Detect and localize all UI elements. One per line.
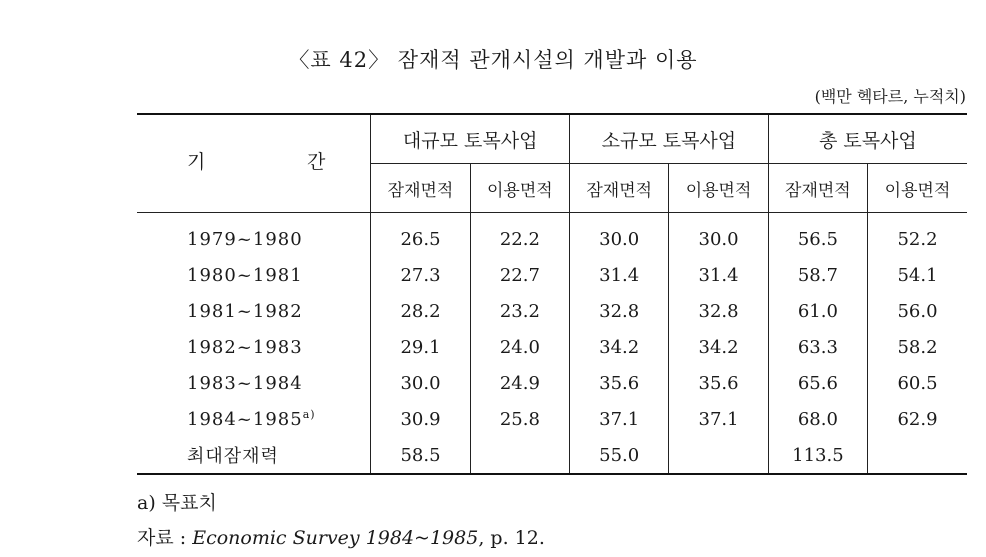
- value-cell: 34.2: [669, 329, 768, 365]
- source-suffix: , p. 12.: [478, 527, 545, 549]
- value-cell: 56.5: [768, 213, 867, 258]
- table-row: [137, 437, 967, 473]
- period-cell: [137, 213, 371, 258]
- value-cell: 58.2: [868, 329, 967, 365]
- value-cell: 63.3: [768, 329, 867, 365]
- value-cell: [669, 437, 768, 473]
- value-cell: [470, 437, 569, 473]
- value-cell: 27.3: [371, 257, 470, 293]
- value-cell: 52.2: [868, 213, 967, 258]
- value-cell: 28.2: [371, 293, 470, 329]
- value-cell: 58.5: [371, 437, 470, 473]
- value-cell: 62.9: [868, 401, 967, 437]
- group-header-small: 소규모 토목사업: [570, 115, 769, 164]
- value-cell: 113.5: [768, 437, 867, 473]
- value-cell: 37.1: [669, 401, 768, 437]
- value-cell: 25.8: [470, 401, 569, 437]
- group-header-total: 총 토목사업: [768, 115, 967, 164]
- unit-label: (백만 헥타르, 누적치): [814, 87, 966, 106]
- table-row: [137, 329, 967, 365]
- period-cell: [137, 329, 371, 365]
- value-cell: 61.0: [768, 293, 867, 329]
- group-header-large: 대규모 토목사업: [371, 115, 570, 164]
- value-cell: 58.7: [768, 257, 867, 293]
- value-cell: 65.6: [768, 365, 867, 401]
- data-table: [137, 113, 967, 475]
- sub-header: 이용면적: [868, 164, 967, 213]
- value-cell: 60.5: [868, 365, 967, 401]
- sub-header: 이용면적: [470, 164, 569, 213]
- value-cell: [868, 437, 967, 473]
- period-text: 1983~1984: [187, 373, 303, 394]
- period-cell: [137, 257, 371, 293]
- footnote: a) 목표치: [137, 492, 217, 514]
- value-cell: 34.2: [570, 329, 669, 365]
- value-cell: 30.0: [570, 213, 669, 258]
- period-cell: [137, 401, 371, 437]
- table-row: [137, 213, 967, 258]
- table-row: [137, 293, 967, 329]
- period-header: [137, 115, 371, 213]
- period-text: 최대잠재력: [187, 446, 279, 467]
- value-cell: 32.8: [669, 293, 768, 329]
- value-cell: 24.0: [470, 329, 569, 365]
- period-text: 1981~1982: [187, 301, 303, 322]
- sub-header: 이용면적: [669, 164, 768, 213]
- value-cell: 30.9: [371, 401, 470, 437]
- source-prefix: 자료 :: [137, 527, 193, 549]
- value-cell: 31.4: [669, 257, 768, 293]
- source-title: Economic Survey 1984~1985: [192, 527, 479, 549]
- value-cell: 22.7: [470, 257, 569, 293]
- value-cell: 35.6: [669, 365, 768, 401]
- value-cell: 54.1: [868, 257, 967, 293]
- period-cell: [137, 437, 371, 473]
- value-cell: 37.1: [570, 401, 669, 437]
- source-note: [137, 523, 545, 550]
- period-text: 1982~1983: [187, 337, 303, 358]
- value-cell: 35.6: [570, 365, 669, 401]
- value-cell: 29.1: [371, 329, 470, 365]
- value-cell: 22.2: [470, 213, 569, 258]
- period-text: 1980~1981: [187, 265, 303, 286]
- value-cell: 31.4: [570, 257, 669, 293]
- period-cell: [137, 365, 371, 401]
- table-row: [137, 401, 967, 437]
- period-text: 1984~1985: [187, 409, 303, 430]
- sub-header: 잠재면적: [570, 164, 669, 213]
- table-title: 〈표 42〉 잠재적 관개시설의 개발과 이용: [288, 48, 698, 72]
- value-cell: 24.9: [470, 365, 569, 401]
- period-text: 1979~1980: [187, 229, 303, 250]
- table-body: [137, 213, 967, 474]
- value-cell: 56.0: [868, 293, 967, 329]
- value-cell: 68.0: [768, 401, 867, 437]
- value-cell: 55.0: [570, 437, 669, 473]
- value-cell: 30.0: [371, 365, 470, 401]
- value-cell: 23.2: [470, 293, 569, 329]
- value-cell: 26.5: [371, 213, 470, 258]
- table-row: [137, 365, 967, 401]
- sub-header: 잠재면적: [768, 164, 867, 213]
- value-cell: 30.0: [669, 213, 768, 258]
- sub-header: 잠재면적: [371, 164, 470, 213]
- period-header-char1: 기: [187, 151, 206, 173]
- period-cell: [137, 293, 371, 329]
- footnote-marker: a): [302, 408, 316, 421]
- period-header-char2: 간: [307, 151, 326, 173]
- value-cell: 32.8: [570, 293, 669, 329]
- table-row: [137, 257, 967, 293]
